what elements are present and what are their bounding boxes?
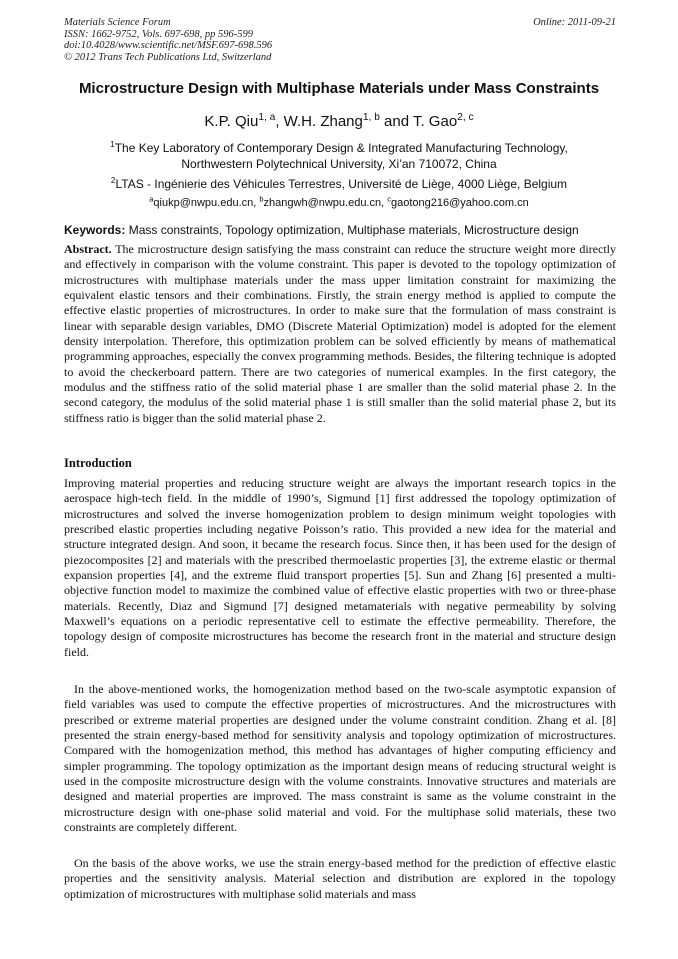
journal-name: Materials Science Forum [64, 17, 171, 28]
affiliation-number: 1 [110, 140, 115, 149]
abstract [64, 242, 616, 426]
email-address[interactable]: gaotong216@yahoo.com.cn [390, 197, 529, 209]
paper-title: Microstructure Design with Multiphase Materials under Mass Constraints [78, 80, 600, 97]
author-affiliation-mark: 1, b [362, 112, 380, 123]
email-address[interactable]: qiukp@nwpu.edu.cn [153, 197, 254, 209]
author-name: K.P. Qiu [204, 113, 259, 130]
email-mark: a [149, 194, 154, 204]
paragraph-text: On the basis of the above works, we use the strain energy-based method for the prediction of effective elastic properties and the sensitivity analysis. Material selection and distribution are explored in the topology optimization of microstructures with multiphase solid materials and mass [64, 856, 616, 901]
online-date: Online: 2011-09-21 [533, 17, 616, 28]
copyright-line: © 2012 Trans Tech Publications Ltd, Switzerland [64, 51, 272, 63]
keywords-label: Keywords: [64, 223, 126, 237]
body-paragraph [64, 856, 616, 902]
author-name: T. Gao [412, 113, 458, 130]
keywords [64, 223, 616, 237]
email-address[interactable]: zhangwh@nwpu.edu.cn [263, 197, 382, 209]
body-paragraph [64, 682, 616, 835]
author-affiliation-mark: 1, a [258, 112, 276, 123]
paragraph-text: In the above-mentioned works, the homogenization method based on the two-scale asymptotic expansion of field variables was used to compute the effective properties of microstructures. And the microstructures with prescribed or extreme material properties are designed under the volume constraint condition. Zhang et al. [8] presented the strain energy-based method for sensitivity analysis and topology optimization of microstructures. Compared with the homogenization method, this method has advantages of higher computing efficiency and simpler programming. The topology optimization as the important design means of reducing structural weight is used in the composite microstructure design with the volume constraints. Innovative structures and materials are designed and material properties are improved. The mass constraint is same as the volume constraint in the microstructure design with one-phase solid material and void. For the multiphase solid materials, these two constraints are completely different. [64, 682, 616, 835]
keywords-text: Mass constraints, Topology optimization, Multiphase materials, Microstructure design [125, 223, 579, 237]
paragraph-text: Improving material properties and reducing structure weight are always the important research topics in the aerospace high-tech field. In the middle of 1990’s, Sigmund [1] first addressed the topology optimization of microstructures and solved the inverse homogenization problem to design minimum weight topologies with prescribed elastic properties including negative Poisson’s ratio. This provided a new idea for the material and structure integrated design. And soon, it became the research focus. Since then, it has been used for the design of piezocomposites [2] and materials with the prescribed thermoelastic properties [3], the extreme elastic or thermal expansion properties [4], and the extreme fluid transport properties [5]. Sun and Zhang [6] presented a multi-objective function model to maximize the combined value of effective elastic properties with two or three-phase materials. Recently, Diaz and Sigmund [7] designed metamaterials with negative permeability by solving Maxwell’s equations on a periodic representative cell to estimate the effective permeability. Therefore, the topology design of composite microstructures has become the research front in the material and structure design field. [64, 476, 616, 659]
journal-header [64, 17, 272, 63]
affiliation-number: 2 [110, 176, 116, 185]
abstract-label: Abstract. [64, 242, 112, 256]
author-separator: , [275, 113, 284, 130]
affiliation-2 [40, 177, 638, 193]
author-list [40, 113, 638, 130]
body-paragraph [64, 476, 616, 660]
doi-line: doi:10.4028/www.scientific.net/MSF.697-698.596 [64, 40, 273, 51]
affiliation-text: LTAS - Ingénierie des Véhicules Terrestres, Université de Liège, 4000 Liège, Belgium [115, 177, 568, 191]
abstract-text: The microstructure design satisfying the mass constraint can reduce the structure weight more directly and effectively in comparison with the volume constraint. This paper is devoted to the topology optimization of microstructures with multiphase materials under the mass upper limitation constraint for maximizing the equivalent elastic tensors and their combinations. Firstly, the strain energy method is applied to compute the effective elastic properties of microstructures. In order to make sure that the formulation of mass constraint is linear with separable design variables, DMO (Discrete Material Optimization) model is adopted for the element density interpolation. Therefore, this optimization problem can be solved efficiently by means of mathematical programming approaches, especially the convex programming methods. Besides, the filtering technique is adopted to avoid the checkerboard pattern. There are two categories of numerical examples. In the first category, the modulus and the stiffness ratio of the solid material phase 1 are smaller than the solid material phase 2. In the second category, the modulus of the solid material phase 1 is still smaller than the solid material phase 2, but its stiffness ratio is bigger than the solid material phase 2. [64, 242, 616, 425]
email-mark: b [259, 194, 264, 204]
affiliation-1 [40, 141, 638, 172]
email-mark: c [387, 194, 391, 204]
issn-line: ISSN: 1662-9752, Vols. 697-698, pp 596-599 [64, 28, 253, 40]
email-list [40, 194, 638, 209]
email-separator: , [253, 197, 260, 209]
affiliation-text: Northwestern Polytechnical University, Xi’an 710072, China [181, 156, 497, 171]
section-heading: Introduction [64, 456, 132, 470]
author-affiliation-mark: 2, c [457, 112, 474, 123]
affiliation-text: The Key Laboratory of Contemporary Design & Integrated Manufacturing Technology, [114, 141, 568, 155]
email-separator: , [381, 197, 388, 209]
author-separator: and [379, 113, 413, 130]
author-name: W.H. Zhang [283, 113, 363, 130]
